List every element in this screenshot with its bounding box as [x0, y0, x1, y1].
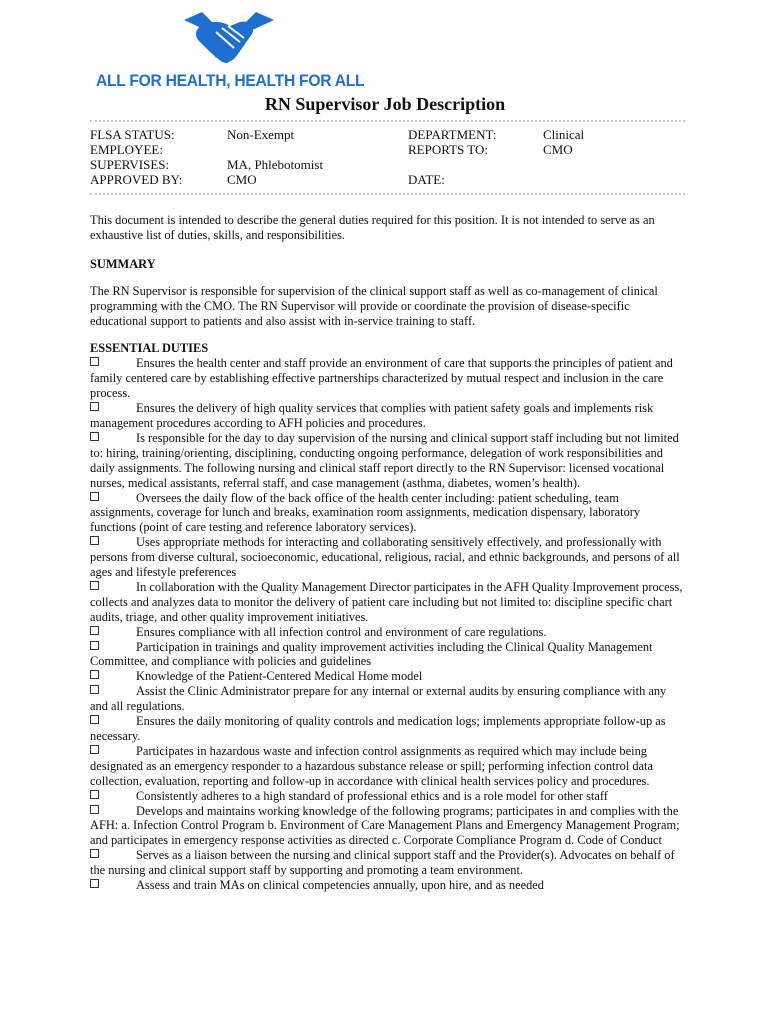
duty-text: Knowledge of the Patient-Centered Medical Home model — [136, 669, 423, 684]
duty-item — [90, 625, 685, 640]
checkbox-bullet-icon — [90, 626, 99, 635]
duty-item — [90, 491, 685, 536]
bottom-divider — [90, 193, 685, 195]
duty-item — [90, 848, 685, 878]
checkbox-bullet-icon — [90, 745, 99, 754]
document-body — [90, 213, 685, 893]
department-value: Clinical — [543, 127, 585, 142]
supervises-label: SUPERVISES: — [90, 157, 170, 172]
checkbox-bullet-icon — [90, 536, 99, 545]
duty-item — [90, 744, 685, 789]
duty-item — [90, 878, 685, 893]
top-divider — [90, 120, 685, 122]
flsa-value: Non-Exempt — [227, 127, 295, 142]
duty-text: Assist the Clinic Administrator prepare for any internal or external audits by ensuring compliance with any and all regulations. — [90, 684, 667, 714]
duty-item — [90, 356, 685, 401]
summary-heading: SUMMARY — [90, 256, 156, 271]
checkbox-bullet-icon — [90, 879, 99, 888]
duty-item — [90, 804, 685, 849]
checkbox-bullet-icon — [90, 670, 99, 679]
duty-item — [90, 431, 685, 491]
checkbox-bullet-icon — [90, 685, 99, 694]
checkbox-bullet-icon — [90, 715, 99, 724]
duties-list — [90, 356, 685, 893]
duty-item — [90, 535, 685, 580]
checkbox-bullet-icon — [90, 790, 99, 799]
duty-text: Develops and maintains working knowledge of the following programs; participates in and complies with the AFH: a. Infection Control Program b. Environment of Care Management Plans and Emergency Management Program; and participates in emergency response activities as directed c. Corporate Compliance Program d. Code of Conduct — [90, 803, 680, 848]
logo-wordmark: ALL FOR HEALTH, HEALTH FOR ALL — [96, 71, 365, 90]
handshake-icon — [180, 10, 278, 68]
checkbox-bullet-icon — [90, 641, 99, 650]
checkbox-bullet-icon — [90, 492, 99, 501]
date-label: DATE: — [408, 172, 445, 187]
duty-text: Consistently adheres to a high standard of professional ethics and is a role model for other staff — [136, 788, 608, 803]
duty-text: Ensures the daily monitoring of quality controls and medication logs; implements appropriate follow-up as necessary. — [90, 714, 666, 743]
checkbox-bullet-icon — [90, 432, 99, 441]
summary-paragraph: The RN Supervisor is responsible for supervision of the clinical support staff as well as co-management of clinical programming with the CMO. The RN Supervisor will provide or coordinate the provision of disease-specific educational support to patients and also assist with in-service training to staff. — [90, 283, 658, 328]
duty-text: Ensures the delivery of high quality services that complies with patient safety goals and implements risk management procedures according to AFH policies and procedures. — [90, 401, 654, 430]
essential-duties-heading: ESSENTIAL DUTIES — [90, 341, 209, 356]
duty-item — [90, 669, 685, 684]
checkbox-bullet-icon — [90, 805, 99, 814]
intro-paragraph: This document is intended to describe the general duties required for this position. It is not intended to serve as an exhaustive list of duties, skills, and responsibilities. — [90, 213, 655, 242]
duty-item — [90, 640, 685, 670]
checkbox-bullet-icon — [90, 581, 99, 590]
duty-item — [90, 714, 685, 744]
duty-text: Ensures compliance with all infection control and environment of care regulations. — [136, 624, 547, 639]
duty-item — [90, 401, 685, 431]
department-label: DEPARTMENT: — [408, 127, 497, 142]
duty-text: Participates in hazardous waste and infection control assignments as required which may include being designated as an emergency responder to a hazardous substance release or spill; performing infection control data collection, evaluation, reporting and follow-up in accordance with clinical health services policy and procedures. — [90, 743, 653, 788]
duty-text: Is responsible for the day to day supervision of the nursing and clinical support staff including but not limited to: hiring, training/orienting, disciplining, conducting ongoing performance, delegation of work responsibilities and daily assignments. The following nursing and clinical staff report directly to the RN Supervisor: licensed vocational nurses, medical assistants, referral staff, and case management (asthma, diabetes, women’s health). — [90, 430, 679, 490]
approved-by-label: APPROVED BY: — [90, 172, 183, 187]
flsa-label: FLSA STATUS: — [90, 127, 175, 142]
duty-item — [90, 789, 685, 804]
reports-to-value: CMO — [543, 142, 573, 157]
page-title: RN Supervisor Job Description — [264, 94, 506, 114]
checkbox-bullet-icon — [90, 357, 99, 366]
supervises-value: MA, Phlebotomist — [227, 157, 324, 172]
duty-text: In collaboration with the Quality Management Director participates in the AFH Quality Improvement process, collects and analyzes data to monitor the delivery of patient care including but not limited to: discipline specific chart audits, triage, and other quality improvement initiatives. — [90, 579, 683, 624]
reports-to-label: REPORTS TO: — [408, 142, 489, 157]
approved-by-value: CMO — [227, 172, 257, 187]
duty-text: Participation in trainings and quality improvement activities including the Clinical Quality Management Committee, and compliance with policies and guidelines — [90, 639, 653, 669]
duty-text: Oversees the daily flow of the back office of the health center including: patient scheduling, team assignments, coverage for lunch and breaks, examination room assignments, medication dispensary, laboratory functions (point of care testing and reference laboratory services). — [90, 490, 641, 535]
employee-label: EMPLOYEE: — [90, 142, 163, 157]
duty-text: Assess and train MAs on clinical competencies annually, upon hire, and as needed — [136, 878, 544, 893]
organization-logo — [96, 10, 366, 90]
duty-text: Ensures the health center and staff provide an environment of care that supports the principles of patient and family centered care by establishing effective partnerships characterized by mutual respect and inclusion in the care process. — [90, 356, 673, 401]
duty-item — [90, 580, 685, 625]
checkbox-bullet-icon — [90, 402, 99, 411]
duty-text: Serves as a liaison between the nursing and clinical support staff and the Provider(s). Advocates on behalf of the nursing and clinical support staff by supporting and promoting a team environment. — [90, 848, 675, 878]
duty-item — [90, 684, 685, 714]
duty-text: Uses appropriate methods for interacting and collaborating sensitively effectively, and professionally with persons from diverse cultural, socioeconomic, educational, religious, racial, and ethnic backgrounds, and persons of all ages and lifestyle preferences — [90, 535, 680, 580]
checkbox-bullet-icon — [90, 849, 99, 858]
